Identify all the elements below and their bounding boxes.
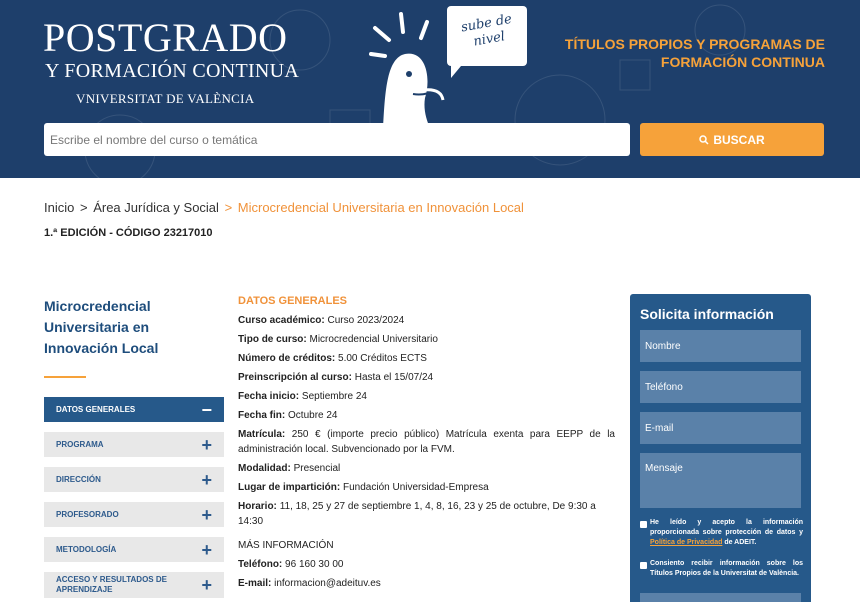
privacy-text <box>650 518 803 548</box>
info-request-form <box>630 294 811 602</box>
info-label: Tipo de curso: <box>238 334 307 345</box>
info-row <box>238 499 615 529</box>
tab-label: ACCESO Y RESULTADOS DE APRENDIZAJE <box>56 575 167 594</box>
search-button[interactable] <box>640 123 824 156</box>
info-label: Fecha fin: <box>238 410 286 421</box>
expand-icon: + <box>201 504 212 525</box>
title-divider <box>44 376 86 378</box>
info-row <box>238 389 615 404</box>
tab-label: DATOS GENERALES <box>56 404 136 414</box>
info-value: 250 € (importe precio público) Matrícula exenta para EEPP de la administración local. Subvencionado por la FVM. <box>238 429 615 455</box>
form-title: Solicita información <box>640 306 774 322</box>
info-value: Hasta el 15/07/24 <box>354 372 434 383</box>
info-value: Presencial <box>293 463 341 474</box>
tab-datos-generales[interactable] <box>44 397 224 422</box>
contact-email <box>238 576 615 591</box>
university-logo[interactable]: VNIVERSITAT DE VALÈNCIA <box>76 91 255 106</box>
course-title: Microcredencial Universitaria en Innovación Local <box>44 298 159 356</box>
info-label: Curso académico: <box>238 315 325 326</box>
expand-icon: + <box>201 434 212 455</box>
tab-label: METODOLOGÍA <box>56 544 117 554</box>
edition-code: 1.ª EDICIÓN - CÓDIGO 23217010 <box>44 227 213 239</box>
info-row <box>238 370 615 385</box>
breadcrumb-home[interactable]: Inicio <box>44 200 75 215</box>
collapse-icon: − <box>201 399 212 420</box>
info-label: E-mail: <box>238 578 272 589</box>
info-value: Septiembre 24 <box>301 391 367 402</box>
tab-profesorado[interactable] <box>44 502 224 527</box>
info-label: Fecha inicio: <box>238 391 300 402</box>
marketing-text: Consiento recibir información sobre los Títulos Propios de la Universitat de València. <box>650 560 803 577</box>
search-icon <box>699 135 709 145</box>
info-row <box>238 480 615 495</box>
info-label: Horario: <box>238 501 277 512</box>
breadcrumb-current: Microcredencial Universitaria en Innovación Local <box>237 200 524 215</box>
info-row <box>238 408 615 423</box>
message-field[interactable]: Mensaje <box>640 453 801 508</box>
search-input[interactable] <box>44 123 630 156</box>
name-field[interactable]: Nombre <box>640 330 801 362</box>
tab-metodologia[interactable] <box>44 537 224 562</box>
speech-bubble <box>447 6 527 66</box>
breadcrumb-separator: > <box>224 200 233 215</box>
privacy-text-post: de ADEIT. <box>724 539 757 546</box>
tab-direccion[interactable] <box>44 467 224 492</box>
tab-acceso-resultados[interactable] <box>44 572 224 598</box>
info-row <box>238 427 615 457</box>
info-value: Curso 2023/2024 <box>327 315 405 326</box>
breadcrumb-separator: > <box>79 200 88 215</box>
expand-icon: + <box>201 469 212 490</box>
privacy-checkbox[interactable] <box>640 521 647 528</box>
tab-programa[interactable] <box>44 432 224 457</box>
form-next-element <box>640 593 801 602</box>
breadcrumb-area[interactable]: Área Jurídica y Social <box>93 200 219 215</box>
info-label: Preinscripción al curso: <box>238 372 352 383</box>
privacy-text-pre: He leído y acepto la información proporcionada sobre protección de datos y <box>650 519 803 536</box>
info-row <box>238 461 615 476</box>
site-header <box>0 0 860 178</box>
info-value: 11, 18, 25 y 27 de septiembre 1, 4, 8, 16, 23 y 25 de octubre, De 9:30 a 14:30 <box>238 501 596 527</box>
tab-label: DIRECCIÓN <box>56 474 101 484</box>
section-title: DATOS GENERALES <box>238 295 347 307</box>
marketing-consent <box>640 559 803 579</box>
info-label: Lugar de impartición: <box>238 482 341 493</box>
phone-field[interactable]: Teléfono <box>640 371 801 403</box>
privacy-consent <box>640 518 803 548</box>
logo-title[interactable]: POSTGRADO <box>43 15 288 60</box>
marketing-checkbox[interactable] <box>640 562 647 569</box>
info-label: Matrícula: <box>238 429 286 440</box>
email-link[interactable]: informacion@adeituv.es <box>274 578 381 589</box>
header-claim: TÍTULOS PROPIOS Y PROGRAMAS DE FORMACIÓN CONTINUA <box>564 36 825 70</box>
info-label: Modalidad: <box>238 463 291 474</box>
info-value: Octubre 24 <box>288 410 338 421</box>
tab-label: PROFESORADO <box>56 509 119 519</box>
phone-link[interactable]: 96 160 30 00 <box>285 559 344 570</box>
contact-phone <box>238 557 615 572</box>
logo-subtitle[interactable]: Y FORMACIÓN CONTINUA <box>45 60 300 82</box>
info-value: 5.00 Créditos ECTS <box>338 353 427 364</box>
info-label: Teléfono: <box>238 559 283 570</box>
bubble-text: sube de nivel <box>460 11 514 50</box>
info-label: Número de créditos: <box>238 353 336 364</box>
info-value: Microcredencial Universitario <box>309 334 438 345</box>
more-info-title: MÁS INFORMACIÓN <box>238 540 334 551</box>
expand-icon: + <box>201 575 212 595</box>
info-row <box>238 351 615 366</box>
info-row <box>238 332 615 347</box>
info-row <box>238 313 615 328</box>
search-button-label: BUSCAR <box>713 132 765 147</box>
tab-label: PROGRAMA <box>56 439 104 449</box>
privacy-policy-link[interactable]: Política de Privacidad <box>650 539 723 546</box>
info-value: Fundación Universidad-Empresa <box>343 482 489 493</box>
expand-icon: + <box>201 539 212 560</box>
email-field[interactable]: E-mail <box>640 412 801 444</box>
breadcrumb <box>44 200 524 215</box>
